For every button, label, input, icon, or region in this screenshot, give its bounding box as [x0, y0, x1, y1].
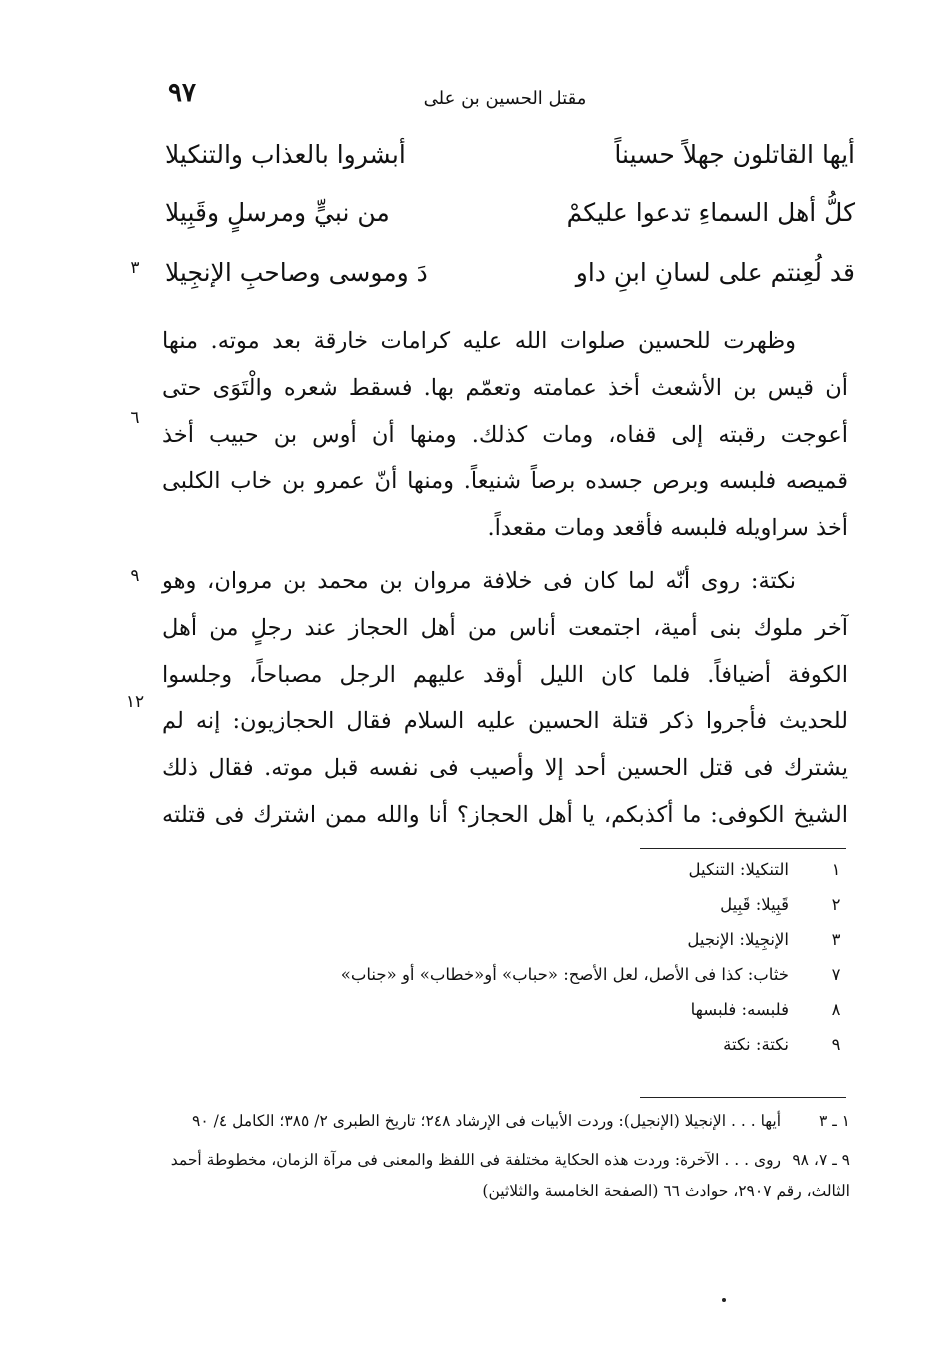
variant-line-number: ٣: [831, 930, 841, 949]
variant-line-number: ٩: [831, 1035, 841, 1054]
variant-line-number: ٧: [831, 965, 841, 984]
poem-hemistich-second: دَ وموسى وصاحبِ الإنجِيلا: [165, 258, 428, 287]
source-note: [160, 1106, 850, 1137]
source-notes: [160, 1106, 850, 1215]
text-line: للحديث فأجروا ذكر قتلة الحسين عليه السلام فقال الحجازيون: إنه لم: [162, 708, 848, 735]
margin-line-number: ٩: [130, 566, 140, 586]
note-reference: ٩ ـ ٧، ٩٨: [792, 1151, 850, 1169]
running-title: مقتل الحسين بن على: [423, 88, 587, 109]
poem-hemistich-second: أبشروا بالعذاب والتنكيلا: [165, 140, 406, 169]
textual-variants: [280, 860, 847, 1070]
paragraph-anecdote: [162, 558, 848, 839]
paragraph-miracles: [162, 318, 848, 552]
text-line: أخذ سراويله فلبسه فأقعد ومات مقعداً.: [487, 515, 848, 542]
variant-row: [280, 1035, 847, 1070]
stray-mark: [722, 1298, 726, 1302]
text-line: وظهرت للحسين صلوات الله عليه كرامات خارقة بعد موته. منها: [162, 328, 796, 354]
poem-line: [165, 198, 855, 242]
text-line: نكتة: روى أنّه لما كان فى خلافة مروان بن محمد بن مروان، وهو: [162, 568, 796, 594]
margin-line-number: ١٢: [125, 692, 145, 712]
footnote-rule: [640, 1097, 846, 1098]
text-line: الشيخ الكوفى: ما أكذبكم، يا أهل الحجاز؟ أنا والله ممن اشترك فى قتلته: [162, 801, 848, 828]
variant-line-number: ٨: [831, 1000, 841, 1019]
poem-hemistich-second: من نبيٍّ ومرسلٍ وقَبِيلا: [165, 198, 390, 227]
variant-text: التنكيلا: التنكيل: [688, 860, 789, 879]
poem-hemistich-first: أيها القاتلون جهلاً حسيناً: [614, 140, 855, 169]
footnote-rule: [640, 848, 846, 849]
variant-text: الإنجِيلا: الإنجيل: [687, 930, 789, 949]
poem-hemistich-first: كلُّ أهل السماءِ تدعوا عليكمْ: [566, 198, 855, 227]
variant-text: فلبسه: فلبسها: [690, 1000, 789, 1019]
source-note: [160, 1145, 850, 1207]
text-line: أن قيس بن الأشعث أخذ عمامته وتعمّم بها. فسقط شعره والْتَوَى حتى: [162, 374, 848, 401]
poem-line: [165, 140, 855, 184]
variant-text: خثاب: كذا فى الأصل، لعل الأصح: «حباب» أو«خطاب» أو «جناب»: [340, 965, 789, 984]
variant-row: [280, 1000, 847, 1035]
note-reference: ١ ـ ٣: [818, 1112, 850, 1130]
text-line: أعوجت رقبته إلى قفاه، ومات كذلك. ومنها أن أوس بن حبيب أخذ: [162, 421, 848, 448]
note-text: أيها . . . الإنجيلا (الإنجيل): وردت الأبيات فى الإرشاد ٢٤٨؛ تاريخ الطبرى ٢/ ٣٨٥؛ الكامل ٤/ ٩٠: [192, 1112, 782, 1130]
page-number: ٩٧: [168, 78, 196, 108]
text-line: يشترك فى قتل الحسين أحد إلا وأصيب فى نفسه قبل موته. فقال ذلك: [162, 755, 848, 782]
variant-row: [280, 965, 847, 1000]
margin-line-number: ٣: [130, 258, 140, 278]
variant-row: [280, 930, 847, 965]
variant-text: نكتة: نكتة: [723, 1035, 789, 1054]
poem-line: [165, 258, 855, 302]
note-text: روى . . . الآخرة: وردت هذه الحكاية مختلفة فى اللفظ والمعنى فى مرآة الزمان، مخطوطة أحمد الثالث، رقم ٢٩٠٧، حوادث ٦٦ (الصفحة الخامسة والثلاثين): [170, 1151, 850, 1200]
margin-line-number: ٦: [130, 408, 140, 428]
text-line: الكوفة أضيافاً. فلما كان الليل أوقد عليهم الرجل مصباحاً، وجلسوا: [162, 661, 848, 688]
variant-text: قَبِيلا: قَبِيل: [720, 895, 789, 914]
variant-line-number: ١: [831, 860, 841, 879]
text-line: آخر ملوك بنى أمية، اجتمعت أناس من أهل الحجاز عند رجلٍ من أهل: [162, 614, 848, 641]
variant-row: [280, 895, 847, 930]
poem-hemistich-first: قد لُعِنتم على لسانِ ابنِ داو: [575, 258, 855, 287]
variant-line-number: ٢: [831, 895, 841, 914]
variant-row: [280, 860, 847, 895]
text-line: قميصه فلبسه وبرص جسده برصاً شنيعاً. ومنها أنّ عمرو بن خاب الكلبى: [162, 468, 848, 495]
